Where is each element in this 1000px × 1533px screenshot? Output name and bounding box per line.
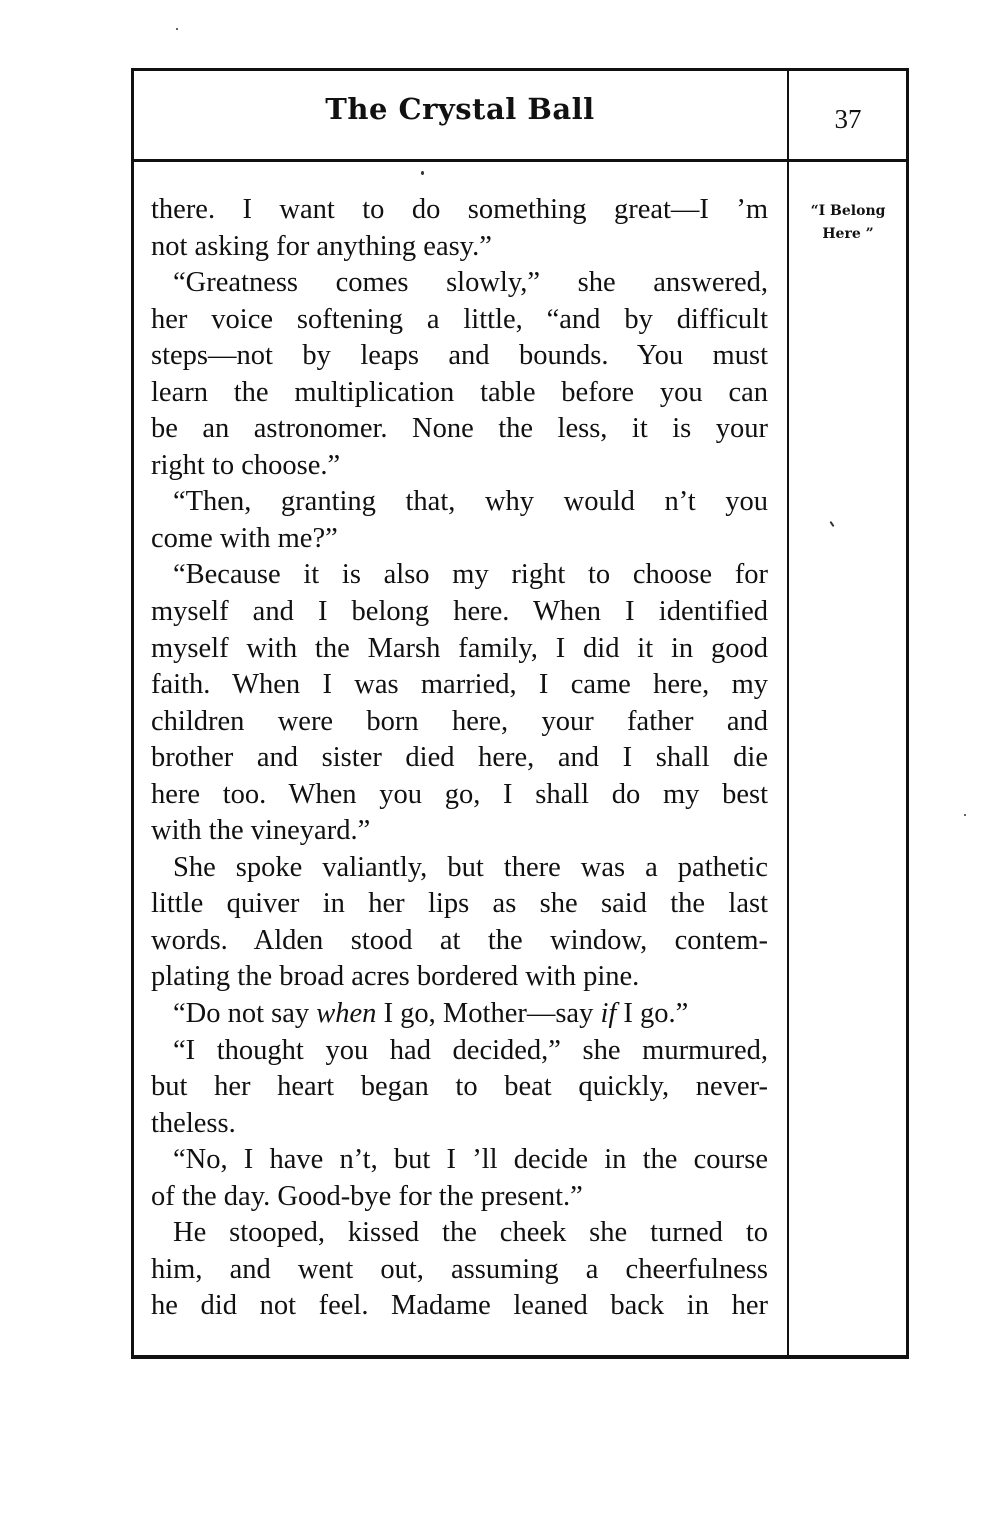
running-title: The Crystal Ball bbox=[325, 92, 595, 126]
text-line: “No, I have n’t, but I ’ll decide in the course bbox=[173, 1144, 768, 1176]
text-segment: I go, Mother—say bbox=[376, 998, 601, 1030]
text-line: her voice softening a little, “and by difficult bbox=[151, 303, 768, 335]
margin-column-divider bbox=[787, 70, 789, 1357]
text-line: not asking for anything easy.” bbox=[151, 230, 492, 262]
text-line: He stooped, kissed the cheek she turned to bbox=[173, 1217, 768, 1249]
emphasis-when: when bbox=[316, 998, 377, 1030]
text-line: myself with the Marsh family, I did it in good bbox=[151, 632, 768, 664]
text-line: theless. bbox=[151, 1107, 236, 1139]
text-line: She spoke valiantly, but there was a pathetic bbox=[173, 851, 768, 883]
header-rule bbox=[133, 159, 907, 162]
text-line: faith. When I was married, I came here, my bbox=[151, 669, 768, 701]
text-line: be an astronomer. None the less, it is your bbox=[151, 413, 768, 445]
text-line: here too. When you go, I shall do my best bbox=[151, 778, 768, 810]
text-line: right to choose.” bbox=[151, 449, 341, 481]
text-line: plating the broad acres bordered with pine. bbox=[151, 961, 640, 993]
text-line: brother and sister died here, and I shall die bbox=[151, 742, 768, 774]
text-line bbox=[151, 996, 768, 1033]
text-line: with the vineyard.” bbox=[151, 815, 371, 847]
text-line: “Then, granting that, why would n’t you bbox=[173, 486, 768, 518]
scan-speck bbox=[421, 171, 424, 175]
text-line: learn the multiplication table before you can bbox=[151, 376, 768, 408]
text-line: come with me?” bbox=[151, 522, 338, 554]
page-number: 37 bbox=[834, 104, 862, 134]
scan-speck bbox=[176, 28, 178, 30]
text-line: words. Alden stood at the window, contem- bbox=[151, 924, 768, 956]
text-line: him, and went out, assuming a cheerfulness bbox=[151, 1253, 768, 1285]
text-line: myself and I belong here. When I identified bbox=[151, 596, 768, 628]
body-text bbox=[151, 192, 768, 1325]
text-line: children were born here, your father and bbox=[151, 705, 768, 737]
scan-speck bbox=[964, 814, 966, 816]
text-line: “Because it is also my right to choose for bbox=[173, 559, 768, 591]
emphasis-if: if bbox=[600, 998, 617, 1030]
margin-note bbox=[792, 200, 904, 246]
text-line: he did not feel. Madame leaned back in her bbox=[151, 1290, 768, 1322]
text-line: “Greatness comes slowly,” she answered, bbox=[173, 267, 768, 299]
text-line: of the day. Good-bye for the present.” bbox=[151, 1180, 583, 1212]
text-line: there. I want to do something great—I ’m bbox=[151, 194, 768, 225]
margin-note-line: Here ” bbox=[822, 226, 874, 242]
text-line: steps—not by leaps and bounds. You must bbox=[151, 340, 768, 372]
margin-note-line: “I Belong bbox=[810, 203, 886, 219]
text-segment: I go.” bbox=[616, 998, 689, 1030]
text-line: little quiver in her lips as she said the last bbox=[151, 888, 768, 920]
text-line: but her heart began to beat quickly, never- bbox=[151, 1071, 768, 1103]
text-segment: “Do not say bbox=[173, 998, 317, 1030]
text-line: “I thought you had decided,” she murmured, bbox=[173, 1034, 768, 1066]
